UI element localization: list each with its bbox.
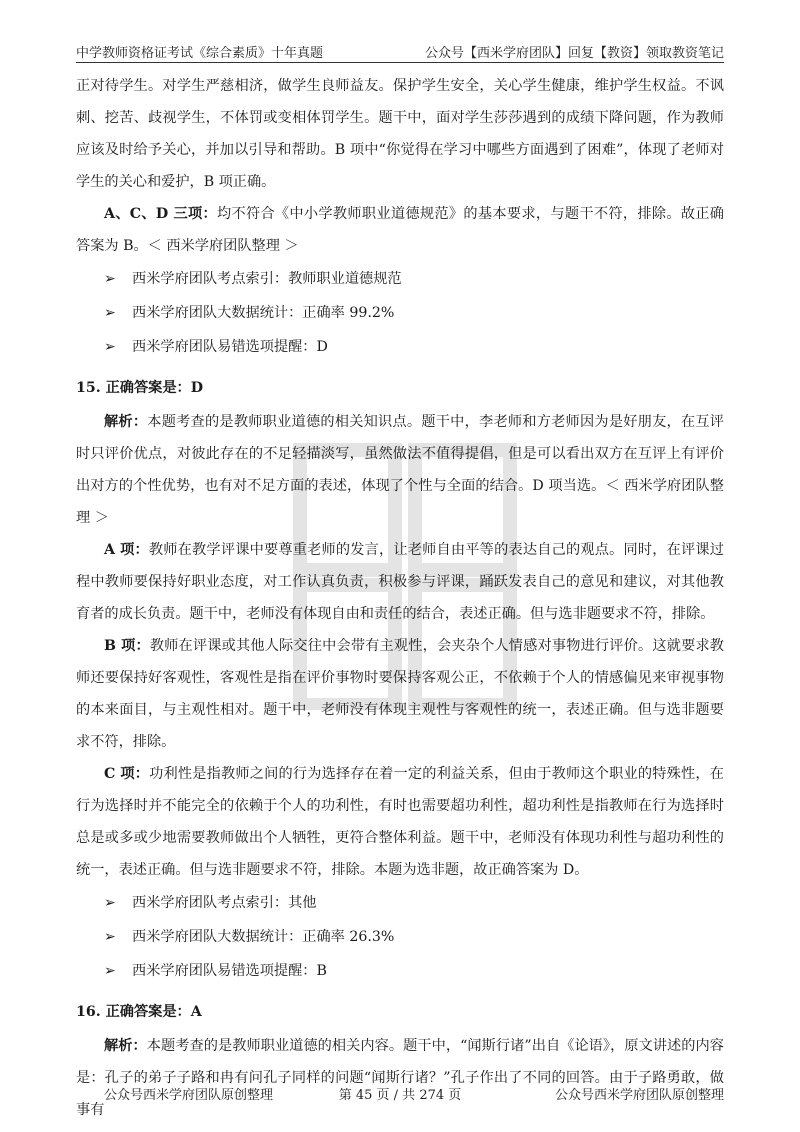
bullet-text: 西米学府团队考点索引：教师职业道德规范: [132, 271, 402, 287]
page-number: 第 45 页 / 共 274 页: [338, 1088, 462, 1103]
option-b-text: 教师在评课或其他人际交往中会带有主观性，会夹杂个人情感对事物进行评价。这就要求教师还要保持好客观性，客观性是指在评价事物时要保持客观公正，不依赖于个人的情感偏见来审视事物的本来面目，与主观性相对。题干中，老师没有体现主观性与客观性的统一，表述正确。但与选非题要求不符，排除。: [76, 638, 724, 750]
analysis-text: 本题考查的是教师职业道德的相关内容。题干中，“闻斯行诸”出自《论语》，原文讲述的内容是：孔子的弟子子路和冉有问孔子同样的问题“闻斯行诸？”孔子作出了不同的回答。由于子路勇敢，做事有: [76, 1038, 724, 1118]
bullet-item: [76, 886, 724, 920]
option-c-text: 功利性是指教师之间的行为选择存在着一定的利益关系，但由于教师这个职业的特殊性，在行为选择时并不能完全的依赖于个人的功利性，有时也需要超功利性，超功利性是指教师在行为选择时总是或多或少地需要教师做出个人牺牲，更符合整体利益。题干中，老师没有体现功利性与超功利性的统一，表述正确。但与选非题要求不符，排除。本题为选非题，故正确答案为 D。: [76, 766, 724, 878]
bullet-item: [76, 262, 724, 296]
question-16-answer: 16. 正确答案是：A: [76, 1004, 202, 1020]
arrowhead-bullet-icon: ➢: [104, 339, 116, 355]
option-b-analysis: [76, 630, 724, 758]
question-15-analysis: [76, 406, 724, 534]
page-header: [76, 40, 724, 63]
question-15-answer: 15. 正确答案是：D: [76, 380, 204, 396]
analysis-label: 解析：: [104, 414, 148, 430]
paragraph-acd-options: [76, 198, 724, 262]
option-a-analysis: [76, 534, 724, 630]
option-a-text: 教师在教学评课中要尊重老师的发言，让老师自由平等的表达自己的观点。同时，在评课过程中教师要保持好职业态度，对工作认真负责，积极参与评课，踊跃发表自己的意见和建议，对其他教育者的成长负责。题干中，老师没有体现自由和责任的结合，表述正确。但与选非题要求不符，排除。: [76, 542, 724, 622]
bullet-item: [76, 954, 724, 988]
document-body: [76, 70, 724, 1126]
analysis-label: 解析：: [104, 1038, 147, 1054]
analysis-text: 本题考查的是教师职业道德的相关知识点。题干中，李老师和方老师因为是好朋友，在互评时只评价优点，对彼此存在的不足轻描淡写，虽然做法不值得提倡，但是可以看出双方在互评上有评价出对方的个性优势，也有对不足方面的表述，体现了个性与全面的结合。D 项当选。＜ 西米学府团队整理 ＞: [76, 414, 724, 526]
footer-left-note: 公众号西米学府团队原创整理: [104, 1088, 274, 1103]
arrowhead-bullet-icon: ➢: [104, 929, 116, 945]
bullet-text: 西米学府团队大数据统计：正确率 99.2%: [132, 305, 395, 321]
footer-right-note: 公众号西米学府团队原创整理: [554, 1088, 724, 1103]
option-c-label: C 项：: [104, 766, 150, 782]
arrowhead-bullet-icon: ➢: [104, 895, 116, 911]
page-footer: [76, 1084, 724, 1104]
header-left-title: 中学教师资格证考试《综合素质》十年真题: [76, 46, 324, 61]
options-acd-label: A、C、D 三项：: [104, 206, 217, 222]
option-a-label: A 项：: [104, 542, 149, 558]
arrowhead-bullet-icon: ➢: [104, 963, 116, 979]
paragraph-prev-continued: 正对待学生。对学生严慈相济，做学生良师益友。保护学生安全，关心学生健康，维护学生权益。不讽刺、挖苦、歧视学生，不体罚或变相体罚学生。题干中，面对学生莎莎遇到的成绩下降问题，作为教师应该及时给予关心，并加以引导和帮助。B 项中“你觉得在学习中哪些方面遇到了困难”，体现了老师对学生的关心和爱护，B 项正确。: [76, 78, 724, 190]
bullet-text: 西米学府团队易错选项提醒：D: [132, 339, 328, 355]
bullet-text: 西米学府团队易错选项提醒：B: [132, 963, 327, 979]
option-b-label: B 项：: [104, 638, 150, 654]
bullet-text: 西米学府团队考点索引：其他: [132, 895, 317, 911]
arrowhead-bullet-icon: ➢: [104, 305, 116, 321]
bullet-text: 西米学府团队大数据统计：正确率 26.3%: [132, 929, 395, 945]
header-right-note: 公众号【西米学府团队】回复【教资】领取教资笔记: [424, 46, 724, 61]
arrowhead-bullet-icon: ➢: [104, 271, 116, 287]
bullet-item: [76, 920, 724, 954]
bullet-item: [76, 330, 724, 364]
options-acd-text: 均不符合《中小学教师职业道德规范》的基本要求，与题干不符，排除。故正确答案为 B。＜ 西米学府团队整理 ＞: [76, 206, 724, 254]
question-16-analysis: [76, 1030, 724, 1126]
option-c-analysis: [76, 758, 724, 886]
bullet-item: [76, 296, 724, 330]
